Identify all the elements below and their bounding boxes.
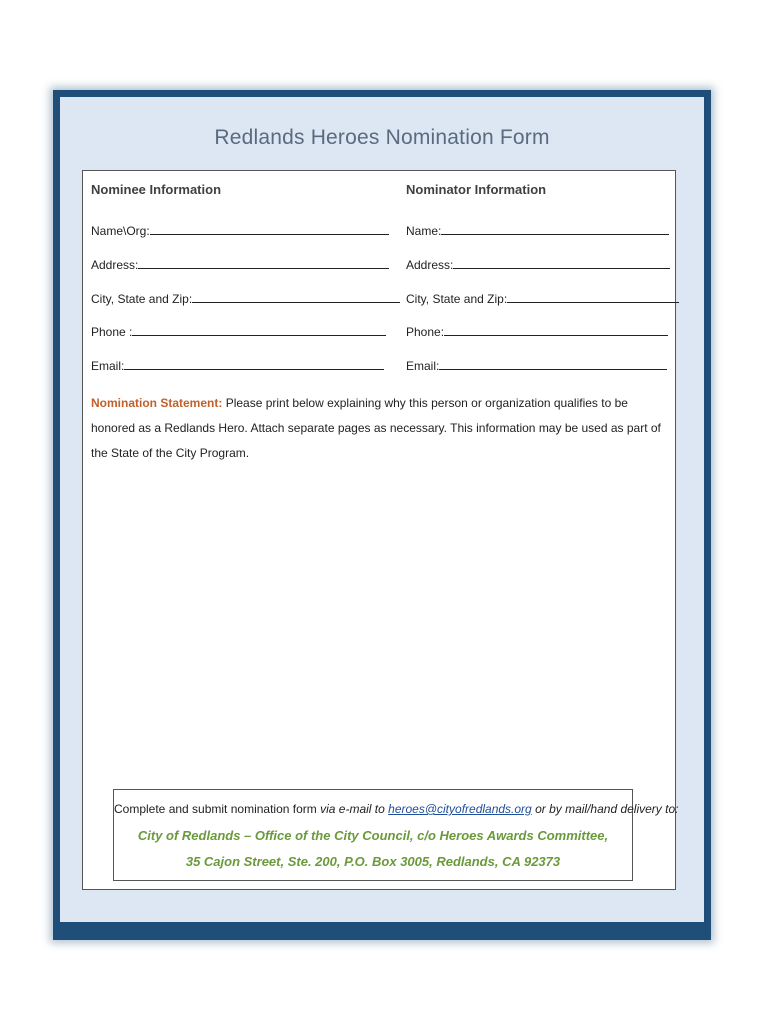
- nominee-heading: Nominee Information: [91, 182, 222, 197]
- email-link[interactable]: heroes@cityofredlands.org: [388, 802, 532, 816]
- statement-lead: Nomination Statement:: [91, 396, 223, 410]
- nominee-address-line[interactable]: [138, 257, 389, 269]
- nominee-name-field[interactable]: [91, 223, 389, 238]
- nominee-phone-field[interactable]: [91, 324, 386, 339]
- mailing-address-line2: 35 Cajon Street, Ste. 200, P.O. Box 3005, Redlands, CA 92373: [185, 854, 561, 869]
- submit-via-email: via e-mail to: [320, 802, 389, 816]
- form-body: [82, 170, 679, 890]
- submit-instructions: [114, 802, 679, 816]
- nominator-phone-field[interactable]: [406, 324, 668, 339]
- nominator-address-field[interactable]: [406, 257, 670, 272]
- nominator-city-label: City, State and Zip:: [406, 292, 508, 306]
- nominee-city-field[interactable]: [91, 291, 400, 306]
- nominator-heading: Nominator Information: [406, 182, 547, 197]
- nominee-email-field[interactable]: [91, 358, 384, 373]
- nominee-name-line[interactable]: [150, 223, 389, 235]
- submit-prefix: Complete and submit nomination form: [114, 802, 321, 816]
- nominator-email-line[interactable]: [439, 358, 667, 370]
- nominee-phone-label: Phone :: [91, 325, 133, 339]
- nominator-phone-line[interactable]: [444, 324, 668, 336]
- nominee-city-label: City, State and Zip:: [91, 292, 193, 306]
- nominator-name-label: Name:: [406, 224, 442, 238]
- nominator-name-line[interactable]: [441, 223, 669, 235]
- nominee-email-label: Email:: [91, 359, 125, 373]
- nominator-name-field[interactable]: [406, 223, 669, 238]
- nominator-phone-label: Phone:: [406, 325, 445, 339]
- submission-instructions-box: [113, 789, 679, 881]
- nominator-address-label: Address:: [406, 258, 454, 272]
- nominator-address-line[interactable]: [453, 257, 670, 269]
- statement-text: Please print below explaining why this person or organization qualifies to be honored as a Redlands Hero. Attach separate pages as necessary. This information may be used as part of the State of the City Program.: [91, 396, 661, 460]
- nominee-address-field[interactable]: [91, 257, 389, 272]
- nominee-address-label: Address:: [91, 258, 139, 272]
- nominator-city-line[interactable]: [507, 291, 679, 303]
- nominator-email-label: Email:: [406, 359, 440, 373]
- mailing-address-line1: City of Redlands – Office of the City Council, c/o Heroes Awards Committee,: [137, 828, 609, 843]
- nominee-email-line[interactable]: [124, 358, 384, 370]
- form-title: Redlands Heroes Nomination Form: [214, 126, 550, 149]
- nominee-phone-line[interactable]: [132, 324, 386, 336]
- nominator-city-field[interactable]: [406, 291, 679, 306]
- nominee-name-label: Name\Org:: [91, 224, 150, 238]
- nominee-city-line[interactable]: [192, 291, 400, 303]
- statement-writing-area[interactable]: [91, 446, 669, 776]
- nominator-email-field[interactable]: [406, 358, 667, 373]
- submit-suffix: or by mail/hand delivery to:: [531, 802, 679, 816]
